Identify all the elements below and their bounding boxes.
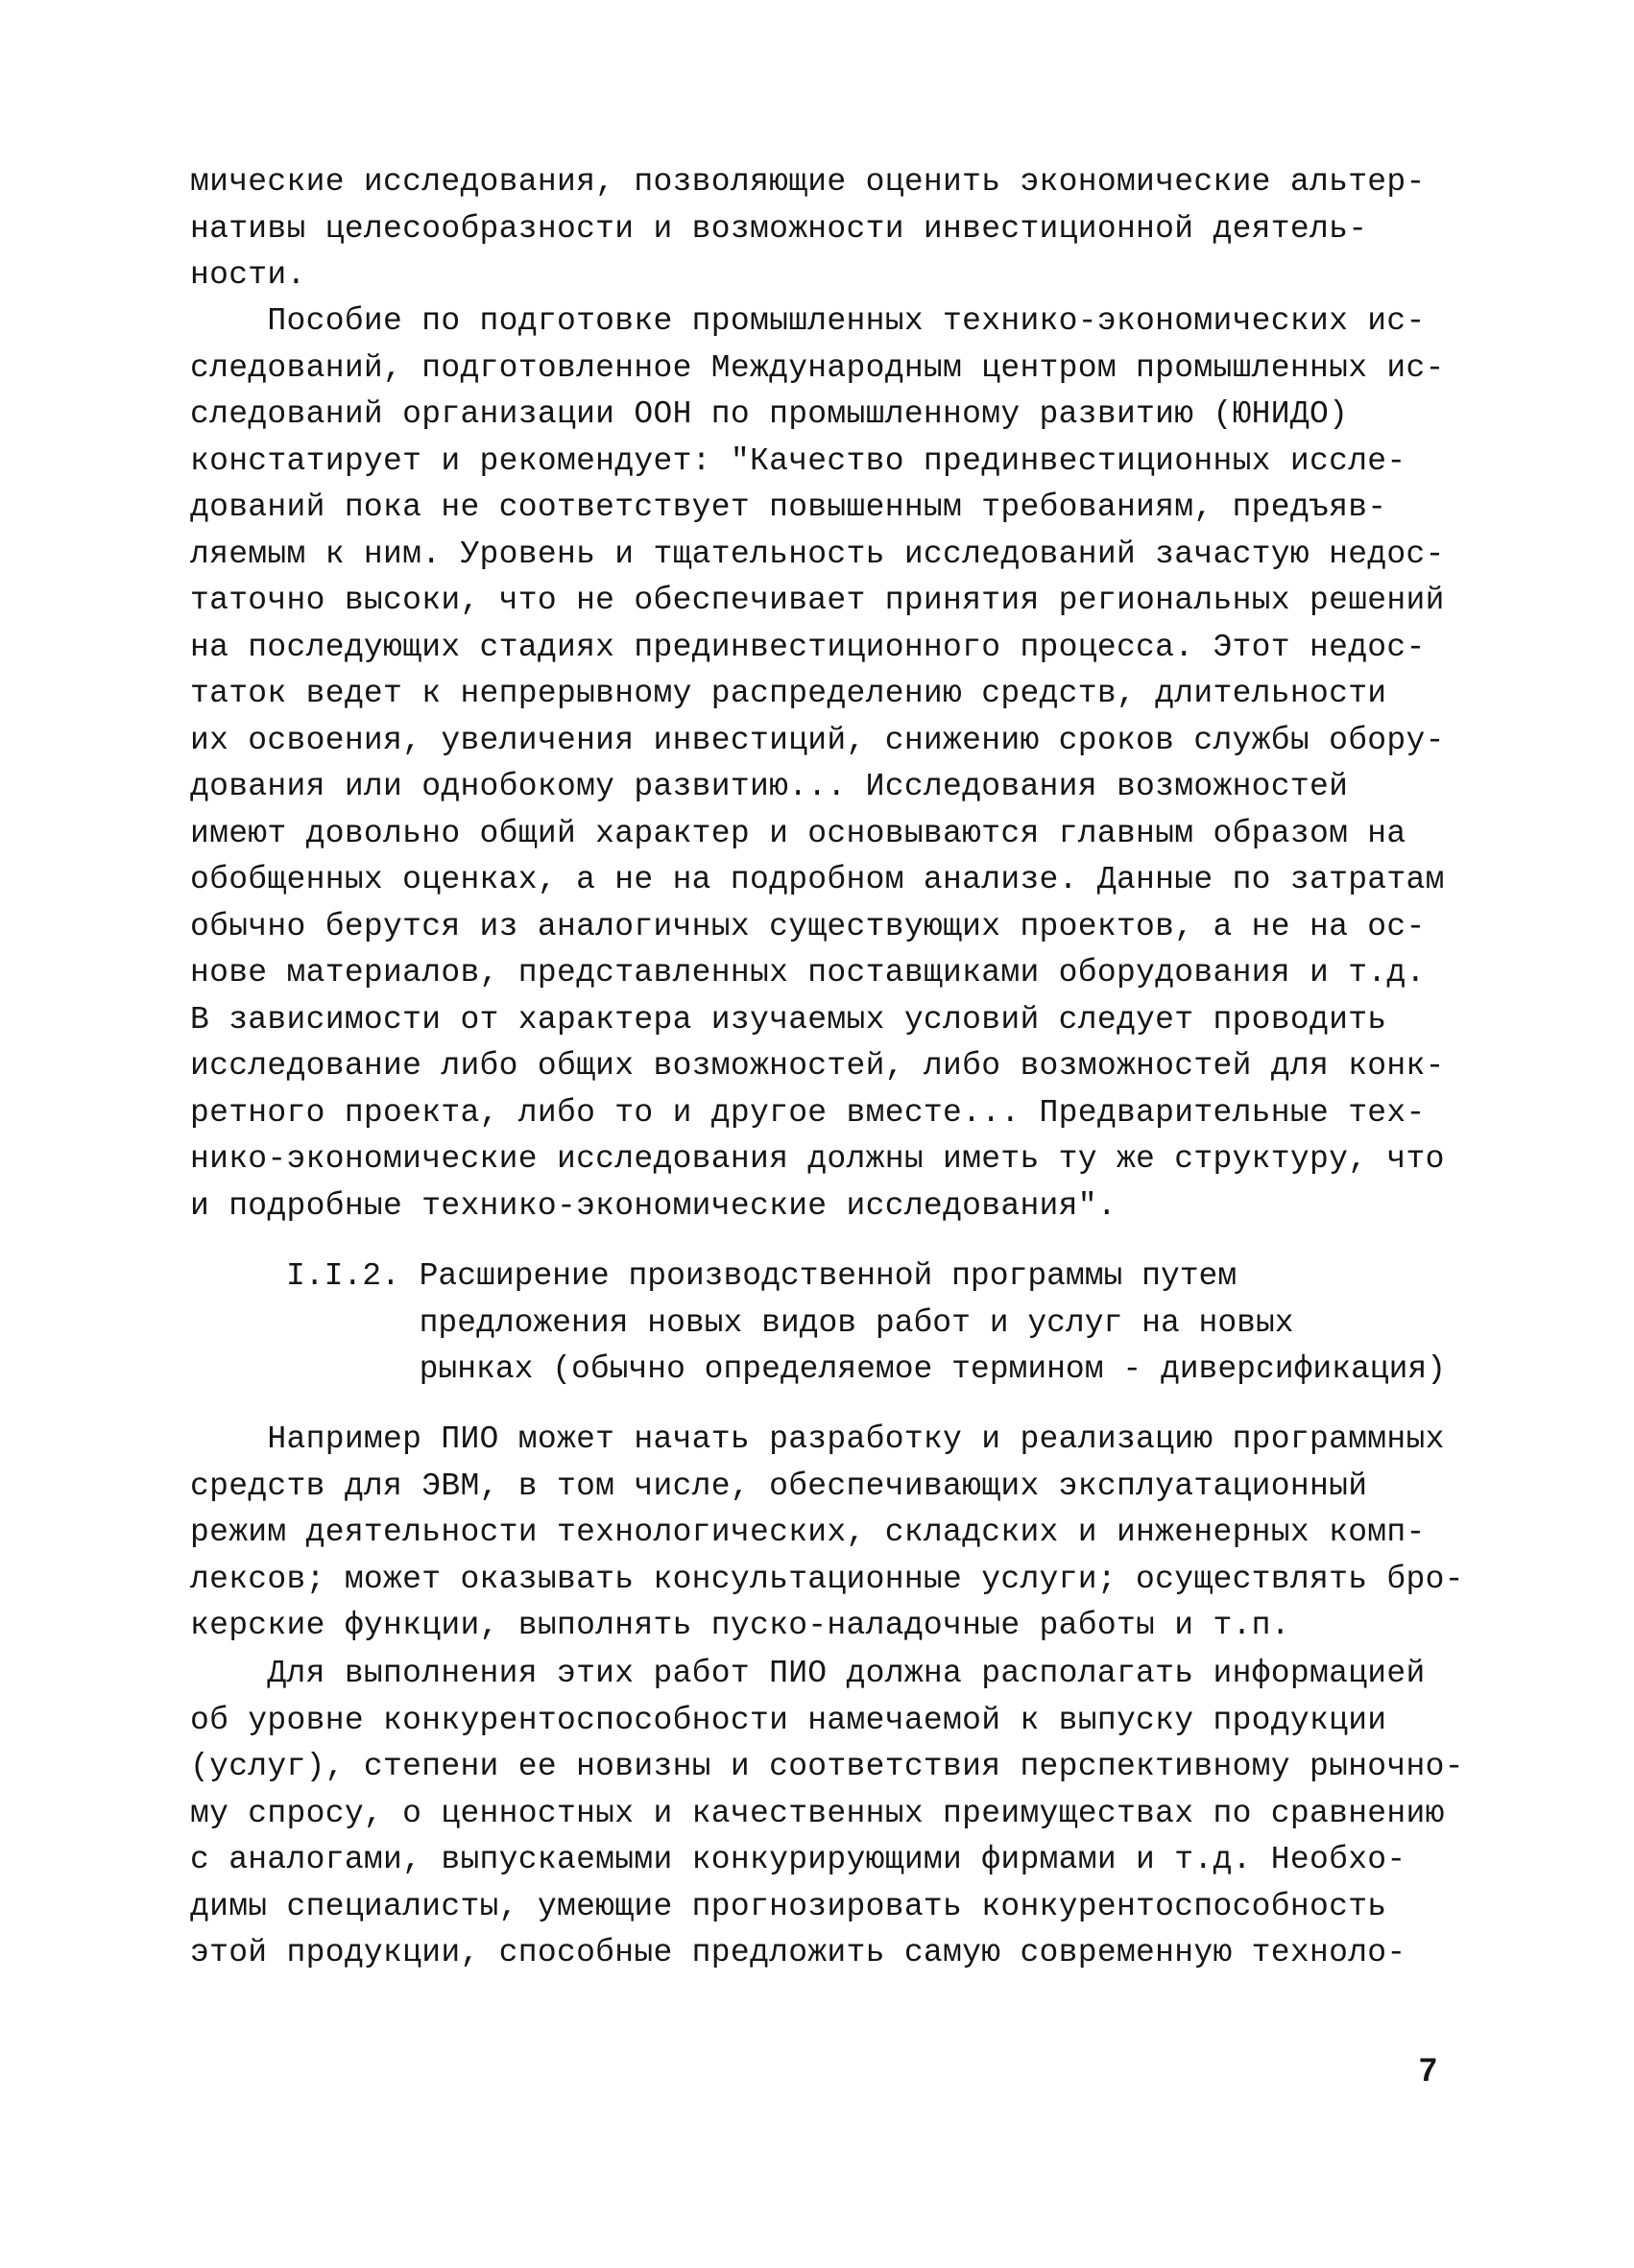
text-line: средств для ЭВМ, в том числе, обеспечивающих эксплуатационный: [190, 1468, 1368, 1504]
text-line: и подробные технико-экономические исследования".: [190, 1187, 1117, 1224]
text-line: имеют довольно общий характер и основываются главным образом на: [190, 815, 1406, 851]
text-line: ретного проекта, либо то и другое вместе... Предварительные тех-: [190, 1094, 1426, 1131]
text-line: их освоения, увеличения инвестиций, снижению сроков службы обору-: [190, 722, 1445, 758]
paragraph-4: [190, 1651, 1477, 1977]
text-line: лексов; может оказывать консультационные услуги; осуществлять бро-: [190, 1561, 1464, 1597]
text-line: мические исследования, позволяющие оценить экономические альтер-: [190, 164, 1426, 200]
text-line: исследование либо общих возможностей, либо возможностей для конк-: [190, 1048, 1445, 1084]
text-line: следований, подготовленное Международным центром промышленных ис-: [190, 349, 1445, 386]
text-line: (услуг), степени ее новизны и соответствия перспективному рыночно-: [190, 1749, 1464, 1784]
text-line: с аналогами, выпускаемыми конкурирующими фирмами и т.д. Необхо-: [190, 1842, 1406, 1877]
text-line: Например ПИО может начать разработку и реализацию программных: [190, 1421, 1445, 1457]
text-line: этой продукции, способные предложить самую современную техноло-: [190, 1935, 1406, 1970]
heading-line: I.I.2. Расширение производственной программы путем: [286, 1258, 1238, 1294]
text-line: ности.: [190, 257, 306, 293]
text-line: дований пока не соответствует повышенным требованиям, предъяв-: [190, 489, 1387, 525]
text-line: димы специалисты, умеющие прогнозировать конкурентоспособность: [190, 1888, 1387, 1924]
text-line: В зависимости от характера изучаемых условий следует проводить: [190, 1001, 1387, 1038]
text-line: му спросу, о ценностных и качественных преимуществах по сравнению: [190, 1795, 1445, 1831]
text-line: об уровне конкурентоспособности намечаемой к выпуску продукции: [190, 1702, 1387, 1738]
text-line: следований организации ООН по промышленному развитию (ЮНИДО): [190, 396, 1349, 432]
text-line: нативы целесообразности и возможности инвестиционной деятель-: [190, 210, 1368, 247]
text-line: нико-экономические исследования должны иметь ту же структуру, что: [190, 1141, 1445, 1177]
paragraph-1: [190, 159, 1477, 299]
text-line: Для выполнения этих работ ПИО должна располагать информацией: [190, 1656, 1426, 1691]
paragraph-3: [190, 1417, 1477, 1650]
paragraph-2: [190, 298, 1477, 1229]
heading-line: предложения новых видов работ и услуг на новых: [286, 1304, 1294, 1341]
text-line: керские функции, выполнять пуско-наладочные работы и т.п.: [190, 1608, 1290, 1643]
text-line: обычно берутся из аналогичных существующих проектов, а не на ос-: [190, 908, 1426, 944]
text-line: констатирует и рекомендует: "Качество прединвестиционных иссле-: [190, 442, 1406, 479]
text-line: ляемым к ним. Уровень и тщательность исследований зачастую недос-: [190, 536, 1445, 572]
section-heading: [286, 1253, 1496, 1394]
page-number: 7: [1419, 2052, 1437, 2089]
text-line: обобщенных оценках, а не на подробном анализе. Данные по затратам: [190, 862, 1445, 897]
text-line: Пособие по подготовке промышленных технико-экономических ис-: [190, 303, 1426, 339]
text-line: дования или однобокому развитию... Исследования возможностей: [190, 769, 1349, 804]
text-line: режим деятельности технологических, складских и инженерных комп-: [190, 1515, 1426, 1550]
text-line: таток ведет к непрерывному распределению средств, длительности: [190, 676, 1387, 711]
text-line: нове материалов, представленных поставщиками оборудования и т.д.: [190, 955, 1426, 991]
heading-line: рынках (обычно определяемое термином - диверсификация): [286, 1351, 1446, 1387]
text-line: на последующих стадиях прединвестиционного процесса. Этот недос-: [190, 629, 1426, 665]
text-line: таточно высоки, что не обеспечивает принятия региональных решений: [190, 583, 1445, 618]
